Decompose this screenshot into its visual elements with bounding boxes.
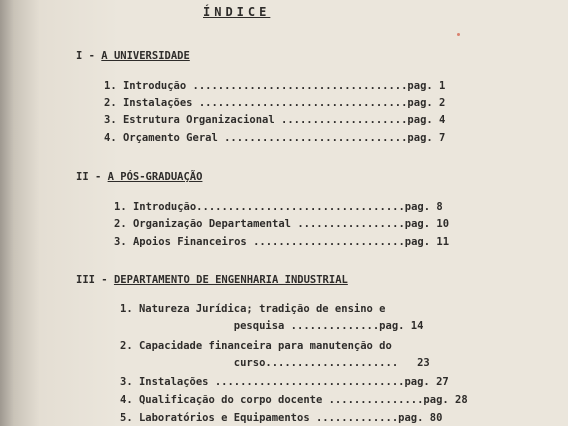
toc-entry: 4. Qualificação do corpo docente ...............pag. 28 [120,394,468,406]
section-heading-3 [76,274,348,286]
section-number: III - [76,274,114,286]
toc-entry: 4. Orçamento Geral .............................pag. 7 [104,132,446,144]
toc-entry: 1. Introdução.................................pag. 8 [114,201,443,213]
section-heading-1 [76,50,190,62]
toc-entry: 3. Estrutura Organizacional ....................pag. 4 [104,114,446,126]
toc-entry: 2. Capacidade financeira para manutenção do [120,340,392,352]
toc-entry: 2. Organização Departamental .................pag. 10 [114,218,450,230]
toc-entry: curso..................... 23 [120,357,430,369]
section-title: A UNIVERSIDADE [101,50,190,62]
page-title: ÍNDICE [203,5,271,19]
section-heading-2 [76,171,202,183]
section-number: II - [76,171,108,183]
toc-entry: 3. Instalações ..............................pag. 27 [120,376,449,388]
section-number: I - [76,50,102,62]
toc-entry: 1. Introdução ..................................pag. 1 [104,80,446,92]
toc-entry: 5. Laboratórios e Equipamentos .............pag. 80 [120,412,443,424]
toc-entry: pesquisa ..............pag. 14 [120,320,424,332]
toc-entry: 1. Natureza Jurídica; tradição de ensino e [120,303,386,315]
toc-entry: 2. Instalações .................................pag. 2 [104,97,446,109]
toc-entry: 3. Apoios Financeiros ........................pag. 11 [114,236,450,248]
section-title: DEPARTAMENTO DE ENGENHARIA INDUSTRIAL [113,274,348,286]
section-title: A PÓS-GRADUAÇÃO [107,171,203,183]
ink-spot [457,33,460,36]
